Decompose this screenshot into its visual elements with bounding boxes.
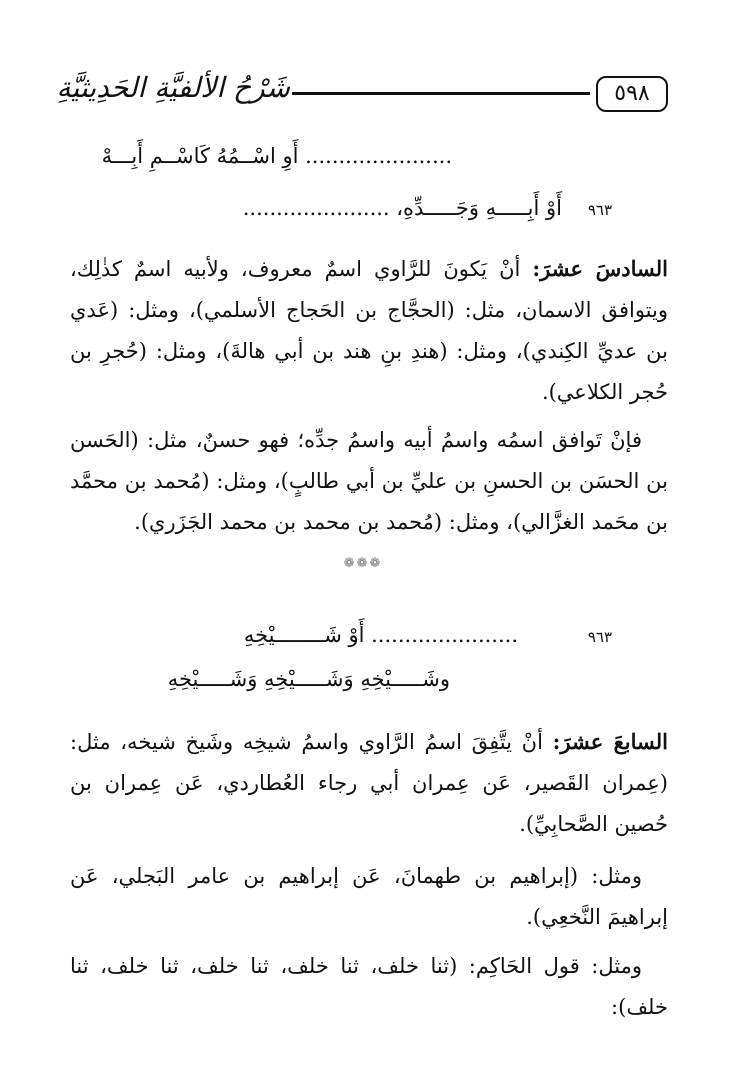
paragraph-seventeenth [70,721,668,845]
verse-963-number: ٩٦٣ [587,201,612,219]
verse-962-line: ...................... أَوِ اسْــمُهُ كَاسْــمِ أَبِـــهْ [101,144,452,168]
verse-963b-line-1: ...................... أَوْ شَــــــــيْخِهِ [243,623,518,647]
paragraph-heading: السادسَ عشرَ: [532,256,668,281]
paragraph-grandfather [70,420,668,543]
verse-963-line: أَوْ أَبِـــــهِ وَجَـــــدِّهِ، ...................... [242,196,562,220]
header-rule [292,92,590,95]
page-number-badge: ٥٩٨ [596,76,668,112]
paragraph-body: فإنْ تَوافق اسمُه واسمُ أبيه واسمُ جدِّه؛ فهو حسنٌ، مثل: (الحَسن بن الحسَن بن الحسنِ بن عليِّ بن أبي طالبٍ)، ومثل: (مُحمد بن محمَّد بن محَمد الغزَّالي)، ومثل: (مُحمد بن محمد بن محمد الجَزَري). [70,428,668,534]
paragraph-ibrahim [70,856,668,938]
paragraph-hakim [70,946,668,1028]
paragraph-body: ومثل: (إبراهيم بن طهمانَ، عَن إبراهيم بن عامر البَجلي، عَن إبراهيمَ النَّخعِي). [70,864,668,929]
verse-963b-number: ٩٦٣ [587,628,612,646]
paragraph-body: أنْ يتَّفِقَ اسمُ الرَّاوي واسمُ شيخِه وشَيخ شيخه، مثل: (عِمران القَصير، عَن عِمران أبي رجاء العُطاردي، عَن عِمران بن حُصين الصَّحابِيِّ). [70,730,668,836]
paragraph-sixteenth [70,248,668,413]
page-header [56,68,670,120]
paragraph-body: أنْ يَكونَ للرَّاوي اسمٌ معروف، ولأبيه اسمٌ كذٰلِك، ويتوافق الاسمان، مثل: (الحجَّاج بن الحَجاج الأسلمي)، ومثل: (عَدي بن عديِّ الكِندي)، ومثل: (هندِ بنِ هند بن أبي هالةَ)، ومثل: (حُجرِ بن حُجر الكلاعي). [70,257,668,404]
verse-963b-line-2: وشَـــــيْخِهِ وَشَـــــيْخِهِ وَشَـــــيْخِهِ [167,667,450,691]
section-separator: ❁❁❁ [343,556,383,571]
paragraph-body: ومثل: قول الحَاكِم: (ثنا خلف، ثنا خلف، ثنا خلف، ثنا خلف، ثنا خلف): [70,954,668,1019]
paragraph-heading: السابعَ عشرَ: [552,729,668,754]
book-title: شَرْحُ الألفيَّةِ الحَدِيثيَّةِ [56,71,290,104]
